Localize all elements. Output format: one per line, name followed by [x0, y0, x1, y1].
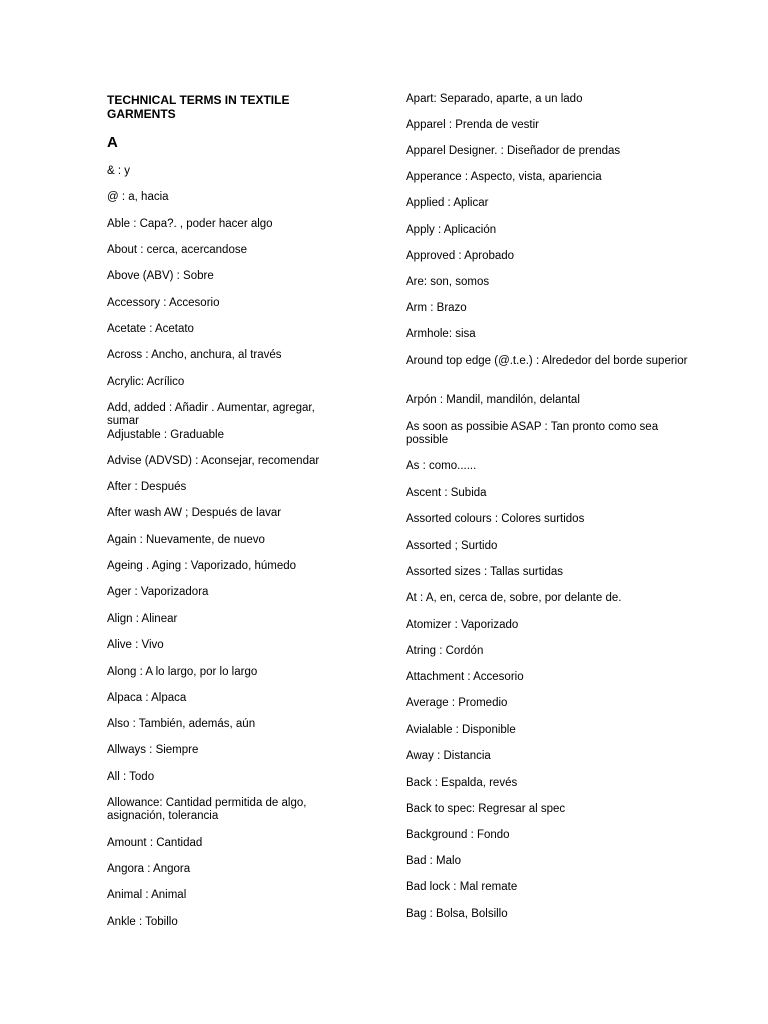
- glossary-entry: Approved : Aprobado: [406, 250, 515, 262]
- glossary-entry: Also : También, además, aún: [107, 718, 256, 730]
- glossary-entry: Ankle : Tobillo: [107, 916, 178, 928]
- glossary-entry: Away : Distancia: [406, 750, 491, 762]
- glossary-entry: Alpaca : Alpaca: [107, 692, 187, 704]
- glossary-entry: As : como......: [406, 460, 477, 472]
- glossary-entry: Allowance: Cantidad permitida de algo, asignación, tolerancia: [107, 797, 307, 822]
- glossary-entry: Able : Capa?. , poder hacer algo: [107, 218, 273, 230]
- glossary-entry: Back : Espalda, revés: [406, 777, 518, 789]
- glossary-entry: Animal : Animal: [107, 889, 187, 901]
- glossary-entry: Allways : Siempre: [107, 744, 199, 756]
- glossary-entry: Again : Nuevamente, de nuevo: [107, 534, 265, 546]
- glossary-entry: Assorted ; Surtido: [406, 540, 498, 552]
- document-title: TECHNICAL TERMS IN TEXTILE GARMENTS: [107, 93, 290, 121]
- glossary-entry: Along : A lo largo, por lo largo: [107, 666, 258, 678]
- glossary-entry: After wash AW ; Después de lavar: [107, 507, 282, 519]
- glossary-entry: Add, added : Añadir . Aumentar, agregar, sumar: [107, 402, 315, 427]
- section-letter: A: [107, 134, 118, 151]
- glossary-entry: Apparel Designer. : Diseñador de prendas: [406, 145, 621, 157]
- glossary-entry: Adjustable : Graduable: [107, 429, 224, 441]
- glossary-entry: Assorted colours : Colores surtidos: [406, 513, 585, 525]
- glossary-entry: Apart: Separado, aparte, a un lado: [406, 93, 583, 105]
- glossary-entry: Bad : Malo: [406, 855, 461, 867]
- glossary-entry: Apply : Aplicación: [406, 224, 497, 236]
- glossary-entry: Alive : Vivo: [107, 639, 164, 651]
- glossary-entry: Atring : Cordón: [406, 645, 484, 657]
- glossary-entry: Back to spec: Regresar al spec: [406, 803, 566, 815]
- glossary-entry: @ : a, hacia: [107, 191, 169, 203]
- glossary-entry: Applied : Aplicar: [406, 197, 489, 209]
- glossary-entry: Around top edge (@.t.e.) : Alrededor del borde superior: [406, 355, 688, 367]
- glossary-entry: & : y: [107, 165, 131, 177]
- glossary-entry: Acrylic: Acrílico: [107, 376, 185, 388]
- glossary-entry: Ager : Vaporizadora: [107, 586, 209, 598]
- glossary-entry: All : Todo: [107, 771, 155, 783]
- glossary-entry: Amount : Cantidad: [107, 837, 203, 849]
- glossary-entry: Align : Alinear: [107, 613, 178, 625]
- glossary-entry: Above (ABV) : Sobre: [107, 270, 214, 282]
- glossary-entry: Bag : Bolsa, Bolsillo: [406, 908, 508, 920]
- glossary-entry: Ageing . Aging : Vaporizado, húmedo: [107, 560, 297, 572]
- glossary-entry: Angora : Angora: [107, 863, 191, 875]
- glossary-entry: Arpón : Mandil, mandilón, delantal: [406, 394, 580, 406]
- glossary-entry: Armhole: sisa: [406, 328, 476, 340]
- glossary-entry: Attachment : Accesorio: [406, 671, 524, 683]
- glossary-entry: Average : Promedio: [406, 697, 508, 709]
- glossary-entry: Accessory : Accesorio: [107, 297, 220, 309]
- glossary-entry: Across : Ancho, anchura, al través: [107, 349, 282, 361]
- glossary-entry: About : cerca, acercandose: [107, 244, 247, 256]
- glossary-entry: After : Después: [107, 481, 187, 493]
- glossary-entry: Acetate : Acetato: [107, 323, 194, 335]
- glossary-entry: Atomizer : Vaporizado: [406, 619, 519, 631]
- glossary-entry: Apparel : Prenda de vestir: [406, 119, 539, 131]
- glossary-entry: As soon as possibie ASAP : Tan pronto como sea possible: [406, 421, 659, 446]
- glossary-entry: Bad lock : Mal remate: [406, 881, 518, 893]
- glossary-entry: Avialable : Disponible: [406, 724, 516, 736]
- glossary-entry: Assorted sizes : Tallas surtidas: [406, 566, 564, 578]
- glossary-entry: Apperance : Aspecto, vista, apariencia: [406, 171, 602, 183]
- glossary-entry: Arm : Brazo: [406, 302, 467, 314]
- glossary-entry: Ascent : Subida: [406, 487, 487, 499]
- glossary-entry: Advise (ADVSD) : Aconsejar, recomendar: [107, 455, 320, 467]
- glossary-entry: At : A, en, cerca de, sobre, por delante de.: [406, 592, 622, 604]
- glossary-entry: Background : Fondo: [406, 829, 510, 841]
- glossary-entry: Are: son, somos: [406, 276, 490, 288]
